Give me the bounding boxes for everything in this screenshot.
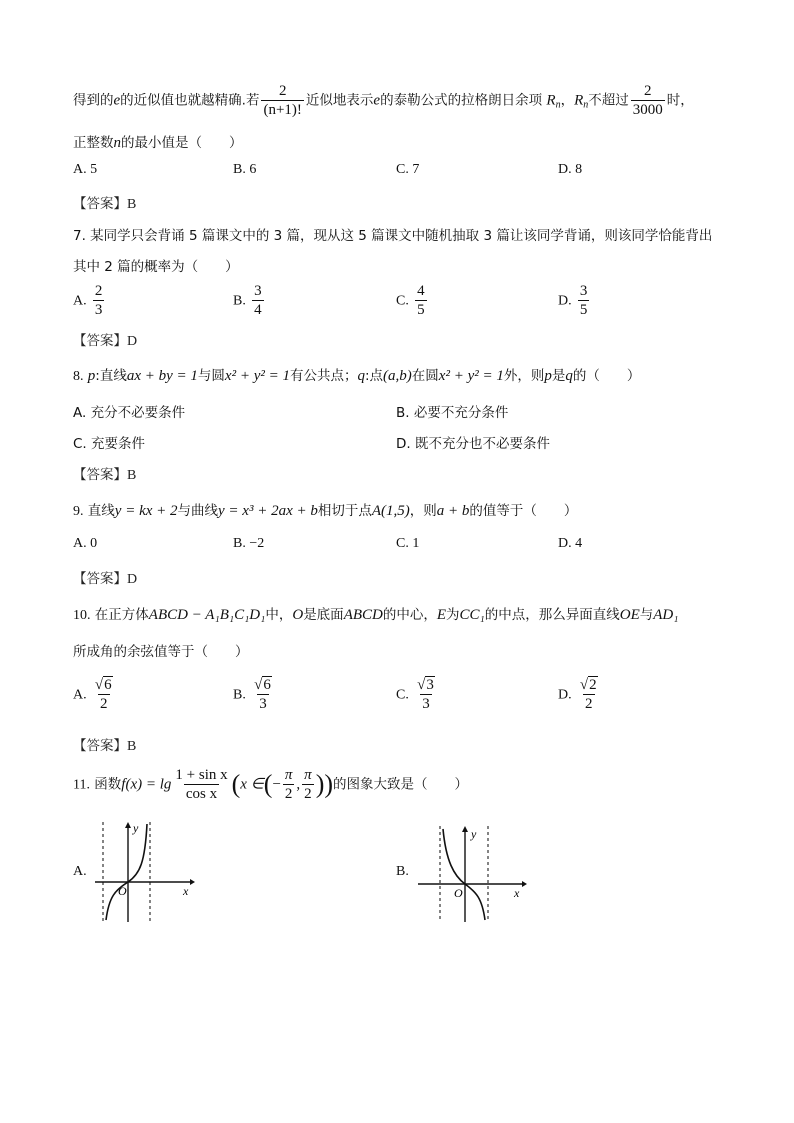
fraction-1-plus-sinx-over-cosx: [173, 766, 229, 803]
fraction-2-over-3000: [631, 82, 665, 119]
q8-stem: [73, 364, 640, 385]
paren-open: (: [263, 769, 273, 799]
curve: [106, 824, 147, 920]
math-AD1: AD₁: [653, 607, 679, 623]
math-p: p: [544, 368, 552, 384]
math-R: R: [546, 92, 556, 109]
math-sub-n: n: [583, 99, 589, 111]
paren-close: ): [315, 769, 325, 799]
q10-option-b: [233, 676, 276, 713]
frac-den: 5: [579, 302, 588, 318]
q10-answer: [73, 734, 136, 755]
fraction-2-over-n-plus-1-factorial: [261, 82, 303, 119]
q10-text: 为: [446, 607, 460, 623]
frac-num: 2: [643, 83, 652, 99]
answer-value: B: [127, 468, 137, 483]
radicand: 2: [589, 677, 597, 693]
math-q: q: [565, 368, 573, 384]
fraction-sqrt: [415, 676, 437, 713]
frac-num: 3: [254, 283, 262, 299]
q6-text-c: 近似地表示: [305, 92, 374, 109]
option-label: D.: [558, 687, 572, 703]
q6-text-a: 得到的: [73, 92, 114, 109]
answer-label: 【答案】: [73, 333, 127, 349]
math-point: A(1,5): [371, 503, 410, 519]
q8-text: 外，则: [503, 368, 545, 384]
math-domain: x ∈: [240, 776, 264, 793]
option-label: D.: [558, 293, 572, 309]
q9-stem: [73, 499, 577, 520]
math-circle-equation: x² + y² = 1: [224, 368, 290, 384]
frac-num: 3: [579, 283, 588, 299]
frac-den: (n+1)!: [263, 102, 302, 118]
q7-option-a: [73, 282, 106, 319]
option-label: B.: [233, 687, 246, 703]
math-sum: a + b: [436, 503, 470, 519]
q8-option-b: B. 必要不充分条件: [396, 405, 509, 421]
math-q: q: [357, 368, 365, 384]
frac-den: cos x: [185, 786, 218, 802]
q8-text: 是: [551, 368, 566, 384]
option-label: B.: [233, 293, 246, 309]
comma: ，: [560, 92, 575, 109]
q8-text: :直线: [95, 368, 127, 384]
q9-option-c: C. 1: [396, 536, 420, 551]
q6-text-f: 时，: [666, 92, 694, 109]
q8-option-a: A. 充分不必要条件: [73, 405, 186, 421]
q7-answer: [73, 329, 137, 350]
math-O: O: [292, 607, 304, 623]
frac-den: 2: [284, 786, 293, 802]
frac-num: 1 + sin x: [175, 767, 228, 783]
q9-answer: [73, 567, 137, 588]
math-circle-equation: x² + y² = 1: [438, 368, 504, 384]
frac-den: 2: [585, 696, 593, 712]
frac-num: π: [304, 767, 312, 783]
y-axis-label: y: [471, 827, 477, 841]
q11-graph-b: [418, 826, 528, 922]
q10-line2: 所成角的余弦值等于（ ）: [73, 644, 249, 660]
q10-option-a: [73, 676, 117, 713]
q6-option-d: D. 8: [558, 162, 583, 177]
question-number: 9.: [73, 504, 84, 519]
q8-option-c: C. 充要条件: [73, 436, 146, 452]
x-axis-arrow: [190, 879, 195, 885]
q9-text: ，则: [409, 503, 437, 519]
option-label: C.: [396, 687, 409, 703]
q6-option-c: C. 7: [396, 162, 420, 177]
paren-close: ): [324, 769, 334, 799]
math-curve-equation: y = x³ + 2ax + b: [218, 503, 318, 519]
q11-option-a-label: A.: [73, 864, 87, 879]
option-label: A.: [73, 687, 87, 703]
fraction: [252, 282, 264, 319]
question-number: 8.: [73, 369, 84, 384]
q10-text: 的中心，: [382, 607, 437, 623]
fraction: [93, 282, 105, 319]
math-sub-n: n: [555, 99, 561, 111]
answer-label: 【答案】: [73, 467, 127, 483]
q9-text: 直线: [87, 503, 115, 519]
math-e: e: [373, 92, 381, 109]
sqrt-num: √2: [579, 677, 597, 693]
q8-text: :点: [364, 368, 384, 384]
fraction-pi-over-2: [302, 766, 314, 803]
x-axis-label: x: [514, 886, 520, 900]
q6-text-e: 不超过: [588, 92, 629, 109]
radicand: 6: [104, 677, 112, 693]
frac-num: 4: [417, 283, 425, 299]
q8-answer: [73, 463, 136, 484]
math-R: R: [574, 92, 584, 109]
math-base: ABCD: [343, 607, 383, 623]
q10-text: 的中点，那么异面直线: [484, 607, 620, 623]
fraction-sqrt: [578, 676, 600, 713]
frac-num: π: [284, 767, 293, 783]
origin-label: O: [118, 884, 127, 898]
y-axis-label: y: [133, 822, 139, 835]
math-e: e: [113, 92, 121, 109]
answer-value: D: [127, 334, 138, 349]
fraction-sqrt: [93, 676, 115, 713]
option-label: C.: [396, 293, 409, 309]
sqrt-num: √6: [94, 677, 112, 693]
question-number: 10.: [73, 608, 91, 623]
q6-option-b: B. 6: [233, 162, 257, 177]
q9-option-b: B. −2: [233, 536, 265, 551]
fraction-sqrt: [252, 676, 274, 713]
q6-line1: [73, 82, 694, 119]
q7-line2: 其中 2 篇的概率为（ ）: [73, 259, 239, 275]
fraction-pi-over-2: [283, 766, 295, 803]
q9-text: 与曲线: [177, 503, 219, 519]
math-p: p: [87, 368, 96, 384]
answer-label: 【答案】: [73, 738, 127, 754]
origin-label: O: [454, 886, 463, 900]
frac-num: 2: [278, 83, 287, 99]
q6-option-a: A. 5: [73, 162, 98, 177]
sqrt-num: √3: [417, 677, 434, 693]
frac-den: 4: [254, 302, 262, 318]
q9-option-d: D. 4: [558, 536, 583, 551]
frac-den: 5: [417, 302, 425, 318]
y-axis-arrow: [462, 826, 468, 832]
fraction: [415, 282, 427, 319]
radicand: 3: [426, 677, 434, 693]
q10-text: 在正方体: [94, 607, 149, 623]
comma: ,: [296, 776, 301, 793]
math-line-equation: ax + by = 1: [126, 368, 198, 384]
q8-option-d: D. 既不充分也不必要条件: [396, 436, 550, 452]
q6-text-g: 正整数: [73, 135, 114, 151]
math-cube: ABCD − A₁B₁C₁D₁: [148, 607, 266, 623]
frac-den: 3: [259, 696, 267, 712]
q6-text-b: 的近似值也就越精确.若: [120, 92, 260, 109]
answer-value: B: [127, 739, 137, 754]
q9-text: 的值等于（ ）: [469, 503, 578, 519]
q10-text: 中，: [265, 607, 293, 623]
q11-text: 函数: [94, 776, 122, 793]
q9-option-a: A. 0: [73, 536, 98, 551]
math-OE: OE: [619, 607, 640, 623]
q7-option-b: [233, 282, 266, 319]
frac-den: 2: [100, 696, 108, 712]
question-number: 11.: [73, 777, 90, 793]
q6-text-d: 的泰勒公式的拉格朗日余项: [380, 92, 543, 109]
paren-open: (: [231, 769, 241, 799]
q11-graph-a: [95, 822, 195, 922]
q10-stem: [73, 603, 678, 624]
curve: [443, 829, 485, 920]
q11-stem: [73, 766, 468, 803]
q10-text: 是底面: [303, 607, 344, 623]
q8-text: 有公共点；: [289, 368, 358, 384]
answer-label: 【答案】: [73, 571, 127, 587]
q7-option-c: [396, 282, 429, 319]
radicand: 6: [263, 677, 271, 693]
q8-text: 在圆: [411, 368, 439, 384]
q7-line1: 7. 某同学只会背诵 5 篇课文中的 3 篇，现从这 5 篇课文中随机抽取 3 篇让该同学背诵，则该同学恰能背出: [73, 228, 713, 244]
q6-line2: [73, 131, 243, 152]
math-minus: −: [272, 776, 281, 793]
answer-value: B: [127, 197, 137, 212]
option-label: A.: [73, 293, 87, 309]
sqrt-num: √6: [254, 677, 271, 693]
q6-text-h: 的最小值是（ ）: [121, 135, 243, 151]
q11-option-b-label: B.: [396, 864, 409, 879]
math-point: (a,b): [383, 368, 412, 384]
math-n: n: [113, 135, 121, 151]
math-function: f(x) = lg: [121, 776, 172, 793]
q10-text: 与: [639, 607, 654, 623]
frac-den: 3: [422, 696, 430, 712]
frac-den: 2: [304, 786, 312, 802]
x-axis-label: x: [183, 884, 189, 898]
answer-value: D: [127, 572, 138, 587]
math-line-equation: y = kx + 2: [114, 503, 178, 519]
answer-label: 【答案】: [73, 196, 127, 212]
q7-option-d: [558, 282, 591, 319]
frac-den: 3000: [632, 102, 663, 118]
x-axis-arrow: [522, 881, 527, 887]
q6-answer: [73, 192, 136, 213]
frac-num: 2: [94, 283, 103, 299]
q8-text: 的（ ）: [572, 368, 641, 384]
q10-option-d: [558, 676, 602, 713]
fraction: [578, 282, 590, 319]
q8-text: 与圆: [197, 368, 225, 384]
frac-den: 3: [94, 302, 103, 318]
math-E: E: [436, 607, 447, 623]
q10-option-c: [396, 676, 439, 713]
math-edge: CC₁: [459, 607, 485, 623]
q9-text: 相切于点: [317, 503, 372, 519]
y-axis-arrow: [125, 822, 131, 828]
q11-text: 的图象大致是（ ）: [333, 776, 469, 793]
